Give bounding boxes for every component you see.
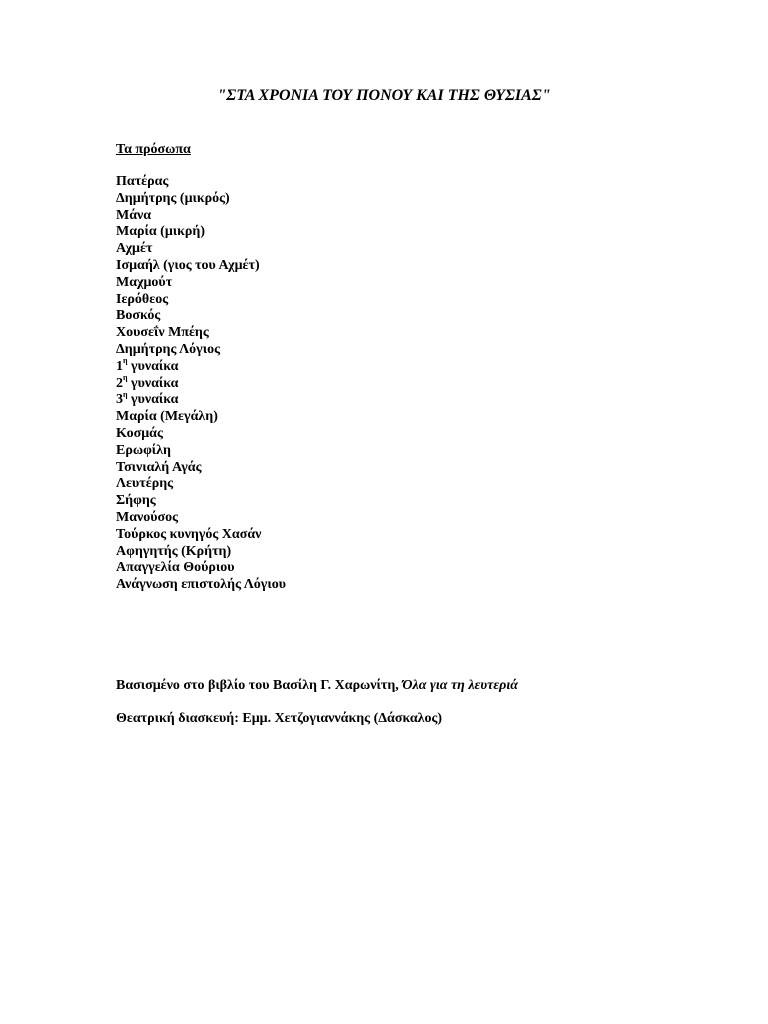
cast-member	[116, 460, 286, 477]
adaptation-credit: Θεατρική διασκευή: Εμμ. Χετζογιαννάκης (Δάσκαλος)	[116, 711, 443, 726]
cast-member-name: Τούρκος κυνηγός Χασάν	[116, 526, 262, 542]
cast-member	[116, 527, 286, 544]
cast-member-ordinal: 1	[116, 358, 123, 374]
cast-member	[116, 443, 286, 460]
cast-member	[116, 174, 286, 191]
cast-member	[116, 208, 286, 225]
cast-member	[116, 342, 286, 359]
cast-member-name: Απαγγελία Θούριου	[116, 560, 235, 576]
cast-member-name: γυναίκα	[131, 358, 179, 374]
cast-member-ordinal-suffix: η	[123, 389, 128, 399]
source-credit	[116, 677, 518, 695]
cast-member	[116, 560, 286, 577]
source-credit-prefix: Βασισμένο στο βιβλίο του Βασίλη Γ. Χαρωνίτη,	[116, 678, 399, 693]
cast-member	[116, 426, 286, 443]
cast-member-name: Χουσεΐν Μπέης	[116, 325, 209, 341]
cast-member	[116, 476, 286, 493]
cast-member-name: Ερωφίλη	[116, 442, 171, 458]
cast-member	[116, 409, 286, 426]
cast-member-name: Αχμέτ	[116, 241, 153, 257]
cast-member-name: Ανάγνωση επιστολής Λόγιου	[116, 577, 286, 593]
cast-member-ordinal-suffix: η	[123, 372, 128, 382]
cast-member-name: Κοσμάς	[116, 425, 163, 441]
cast-member	[116, 308, 286, 325]
cast-member-name: Σήφης	[116, 493, 156, 509]
cast-member-name: Μαρία (μικρή)	[116, 224, 205, 240]
cast-member	[116, 224, 286, 241]
cast-member-ordinal: 3	[116, 392, 123, 408]
cast-member-name: Βοσκός	[116, 308, 161, 324]
cast-member-name: Μαρία (Μεγάλη)	[116, 409, 218, 425]
cast-member	[116, 389, 286, 409]
book-title: Όλα για τη λευτεριά	[402, 678, 518, 693]
cast-member-name: Δημήτρης Λόγιος	[116, 341, 220, 357]
cast-member	[116, 510, 286, 527]
cast-member	[116, 372, 286, 393]
cast-member	[116, 258, 286, 275]
cast-member	[116, 577, 286, 594]
play-title-text: "ΣΤΑ ΧΡΟΝΙΑ ΤΟΥ ΠΟΝΟΥ ΚΑΙ ΤΗΣ ΘΥΣΙΑΣ"	[217, 87, 551, 104]
cast-member	[116, 325, 286, 342]
cast-member-name: Πατέρας	[116, 174, 169, 189]
cast-heading: Τα πρόσωπα	[116, 142, 191, 157]
cast-member	[116, 275, 286, 292]
cast-member-name: Τσινιαλή Αγάς	[116, 459, 202, 475]
cast-member-name: Αφηγητής (Κρήτη)	[116, 543, 232, 559]
cast-member-name: Ιερόθεος	[116, 291, 169, 307]
cast-member-name: Λευτέρης	[116, 476, 174, 492]
cast-member-name: γυναίκα	[131, 392, 179, 408]
cast-list	[116, 174, 286, 594]
cast-member	[116, 356, 286, 376]
play-title	[0, 86, 768, 106]
cast-member	[116, 241, 286, 258]
cast-member-name: Μάνα	[116, 207, 152, 223]
cast-member	[116, 191, 286, 208]
cast-member-name: γυναίκα	[131, 375, 179, 391]
cast-member-name: Ισμαήλ (γιος του Αχμέτ)	[116, 257, 260, 273]
cast-member-ordinal: 2	[116, 375, 123, 391]
cast-member-ordinal-suffix: η	[123, 356, 128, 366]
cast-member-name: Μαχμούτ	[116, 274, 173, 290]
cast-member	[116, 493, 286, 510]
cast-member-name: Δημήτρης (μικρός)	[116, 190, 230, 206]
cast-member-name: Μανούσος	[116, 509, 179, 525]
cast-member	[116, 292, 286, 309]
cast-member	[116, 544, 286, 561]
